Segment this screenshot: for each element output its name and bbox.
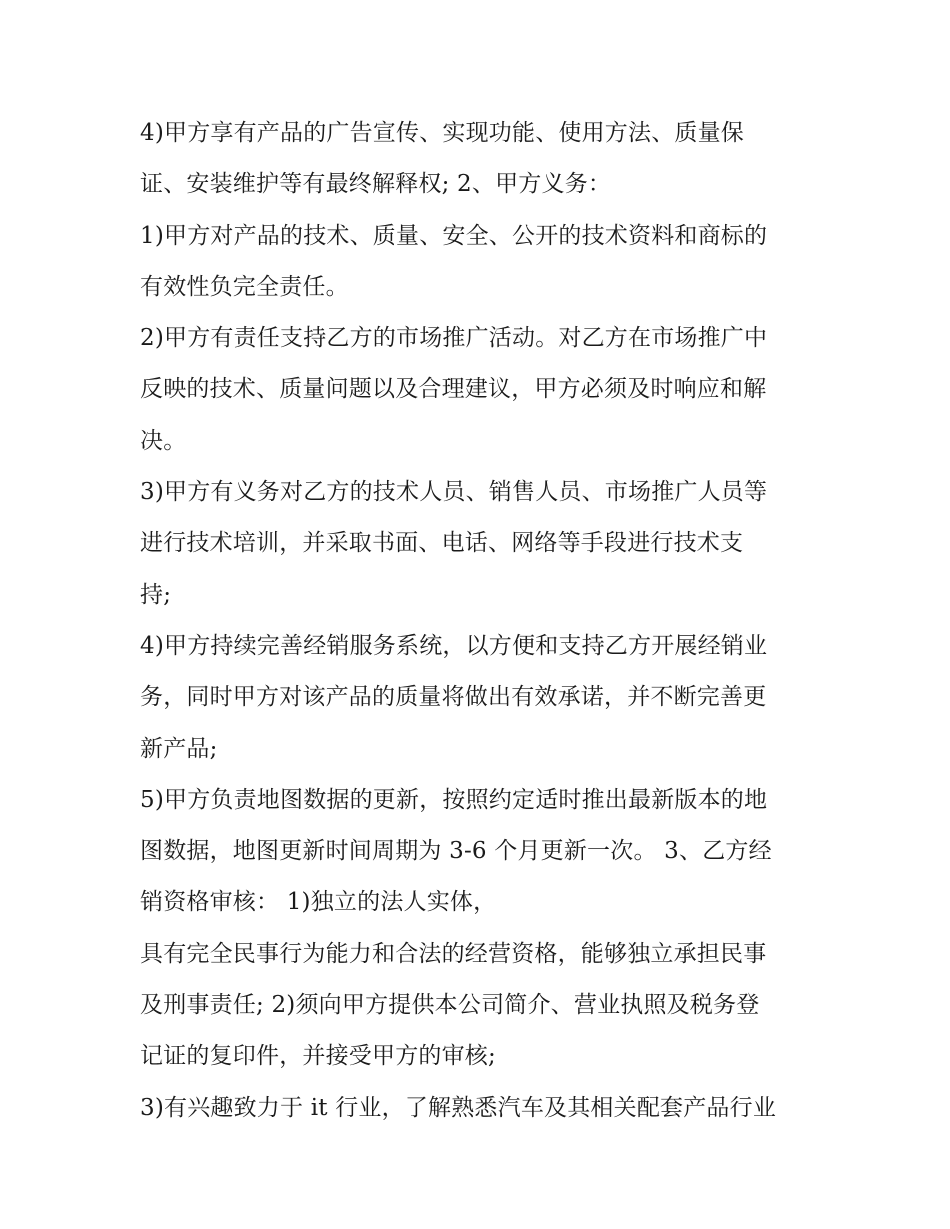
text-line: 1)甲方对产品的技术、质量、安全、公开的技术资料和商标的	[140, 222, 768, 249]
text-line: 4)甲方享有产品的广告宣传、实现功能、使用方法、质量保	[140, 120, 745, 146]
text-line: 新产品;	[140, 735, 218, 762]
text-line: 决。	[140, 427, 187, 454]
text-line: 反映的技术、质量问题以及合理建议，甲方必须及时响应和解	[140, 376, 767, 403]
text-line: 有效性负完全责任。	[140, 273, 349, 300]
text-line: 及刑事责任; 2)须向甲方提供本公司简介、营业执照及税务登	[140, 992, 760, 1019]
text-line: 4)甲方持续完善经销服务系统，以方便和支持乙方开展经销业	[140, 632, 768, 659]
text-line: 3)有兴趣致力于 it 行业，了解熟悉汽车及其相关配套产品行业	[140, 1094, 777, 1121]
text-line: 3)甲方有义务对乙方的技术人员、销售人员、市场推广人员等	[140, 479, 768, 506]
text-line: 务，同时甲方对该产品的质量将做出有效承诺，并不断完善更	[140, 684, 767, 711]
text-line: 持;	[140, 581, 172, 608]
document-body	[140, 108, 820, 1134]
text-line: 销资格审核： 1)独立的法人实体，	[140, 889, 497, 916]
text-line: 图数据，地图更新时间周期为 3-6 个月更新一次。 3、乙方经	[140, 838, 772, 865]
text-line: 进行技术培训，并采取书面、电话、网络等手段进行技术支	[140, 530, 744, 557]
text-line: 记证的复印件，并接受甲方的审核;	[140, 1043, 496, 1070]
text-line: 5)甲方负责地图数据的更新，按照约定适时推出最新版本的地	[140, 786, 768, 813]
text-line: 证、安装维护等有最终解释权; 2、甲方义务：	[140, 171, 612, 198]
text-line: 具有完全民事行为能力和合法的经营资格，能够独立承担民事	[140, 940, 767, 967]
text-line: 2)甲方有责任支持乙方的市场推广活动。对乙方在市场推广中	[140, 325, 768, 352]
